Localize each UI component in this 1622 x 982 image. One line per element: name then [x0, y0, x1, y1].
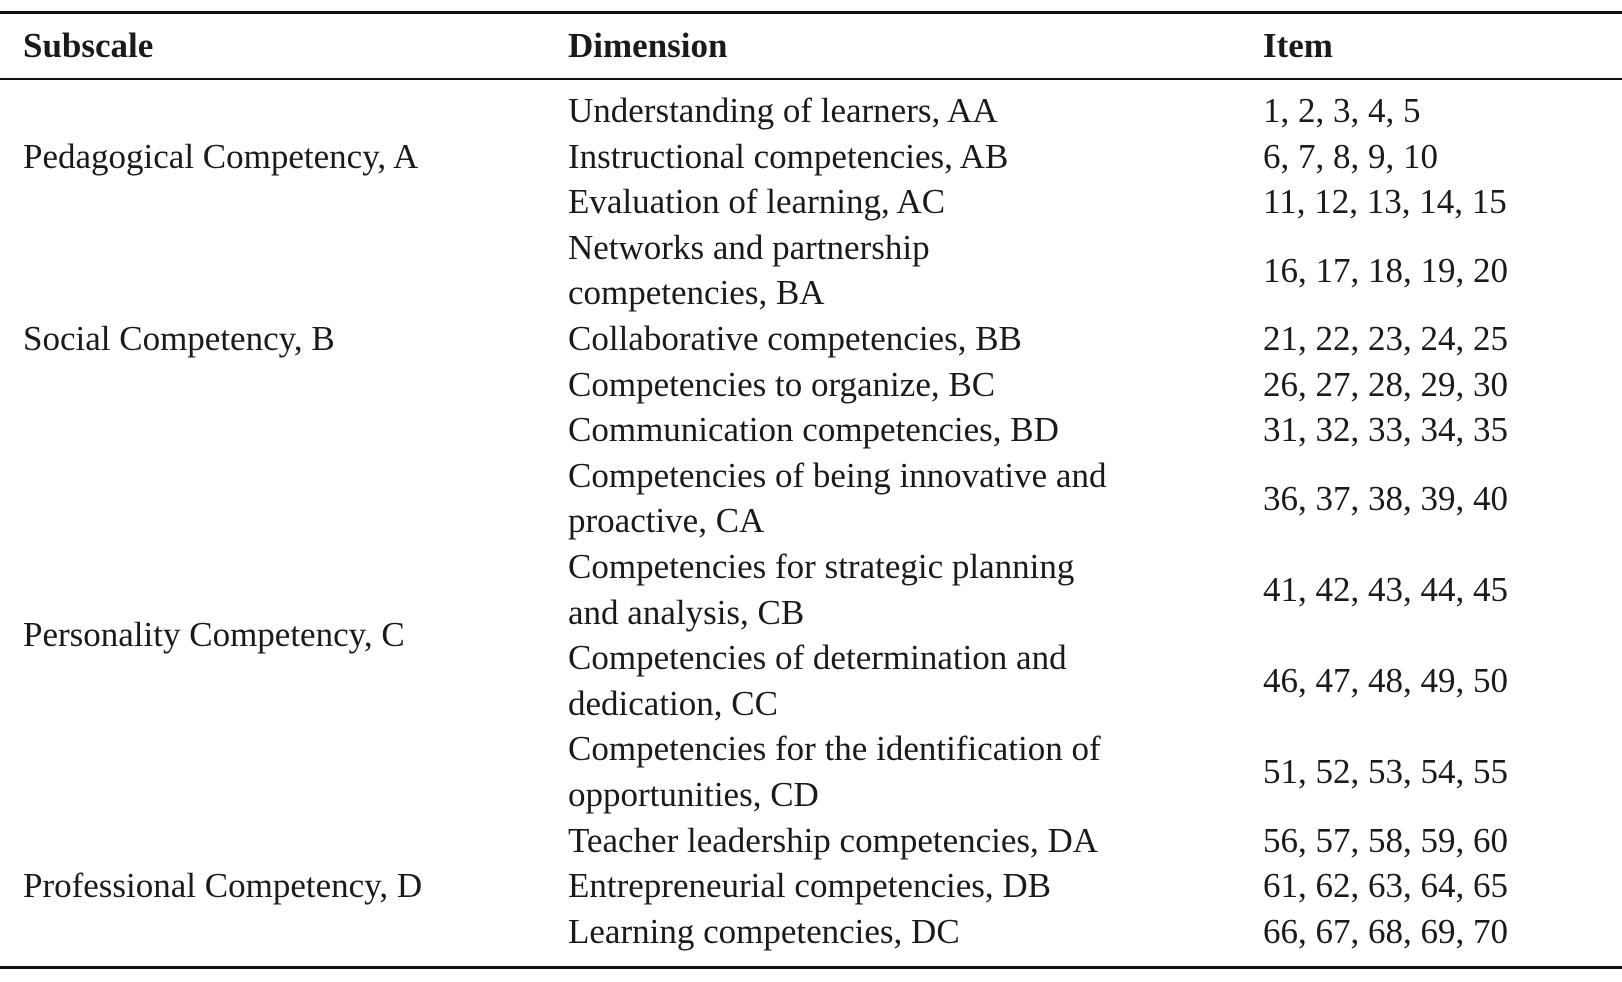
item-cell: 21, 22, 23, 24, 25 [1263, 318, 1508, 358]
item-cell: 16, 17, 18, 19, 20 [1263, 250, 1508, 290]
header-subscale: Subscale [23, 26, 154, 65]
item-cell: 61, 62, 63, 64, 65 [1263, 866, 1508, 906]
dimension-line: Collaborative competencies, BB [568, 318, 1022, 358]
table-row [0, 78, 1622, 134]
dimension-cell [568, 818, 1263, 864]
header-row [0, 14, 1622, 78]
table-body [0, 78, 1622, 954]
dimension-line: Competencies for the identification of [568, 729, 1101, 769]
dimension-cell [568, 635, 1263, 726]
dimension-cell [568, 544, 1263, 635]
dimension-cell [568, 863, 1263, 909]
dimension-line: and analysis, CB [568, 592, 805, 632]
subscale-cell: Pedagogical Competency, A [23, 136, 419, 176]
dimension-line: opportunities, CD [568, 774, 819, 814]
item-cell: 31, 32, 33, 34, 35 [1263, 410, 1508, 450]
dimension-cell [568, 453, 1263, 544]
item-cell: 56, 57, 58, 59, 60 [1263, 820, 1508, 860]
item-cell: 11, 12, 13, 14, 15 [1263, 182, 1507, 222]
item-cell: 1, 2, 3, 4, 5 [1263, 91, 1421, 130]
dimension-cell [568, 909, 1263, 955]
dimension-line: Understanding of learners, AA [568, 91, 998, 130]
dimension-line: Teacher leadership competencies, DA [568, 820, 1099, 860]
dimension-line: Networks and partnership [568, 227, 930, 267]
dimension-line: Competencies for strategic planning [568, 546, 1075, 586]
dimension-cell [568, 179, 1263, 225]
dimension-cell [568, 134, 1263, 180]
dimension-cell [568, 78, 1263, 134]
dimension-line: Evaluation of learning, AC [568, 182, 946, 222]
subscale-cell: Professional Competency, D [23, 866, 423, 906]
item-cell: 26, 27, 28, 29, 30 [1263, 364, 1508, 404]
dimension-line: dedication, CC [568, 683, 778, 723]
item-cell: 51, 52, 53, 54, 55 [1263, 752, 1508, 792]
dimension-line: Communication competencies, BD [568, 410, 1059, 450]
table-row [0, 818, 1622, 864]
dimension-line: Competencies to organize, BC [568, 364, 996, 404]
item-cell: 6, 7, 8, 9, 10 [1263, 136, 1438, 176]
dimension-cell [568, 316, 1263, 362]
dimension-line: proactive, CA [568, 501, 765, 541]
bottom-rule [0, 966, 1622, 969]
dimension-cell [568, 726, 1263, 817]
dimension-cell [568, 362, 1263, 408]
dimension-cell [568, 225, 1263, 316]
dimension-cell [568, 407, 1263, 453]
dimension-line: Competencies of determination and [568, 638, 1067, 678]
item-cell: 46, 47, 48, 49, 50 [1263, 660, 1508, 700]
header-item: Item [1263, 26, 1333, 65]
table-row [0, 225, 1622, 316]
dimension-line: Entrepreneurial competencies, DB [568, 866, 1051, 906]
header-dimension: Dimension [568, 26, 728, 65]
item-cell: 41, 42, 43, 44, 45 [1263, 569, 1508, 609]
table-row [0, 453, 1622, 544]
item-cell: 36, 37, 38, 39, 40 [1263, 478, 1508, 518]
dimension-line: Instructional competencies, AB [568, 136, 1009, 176]
subscale-cell: Personality Competency, C [23, 615, 405, 655]
competency-table [0, 14, 1622, 954]
dimension-line: competencies, BA [568, 273, 825, 313]
dimension-line: Learning competencies, DC [568, 911, 960, 951]
subscale-cell: Social Competency, B [23, 318, 335, 358]
item-cell: 66, 67, 68, 69, 70 [1263, 911, 1508, 951]
dimension-line: Competencies of being innovative and [568, 455, 1107, 495]
